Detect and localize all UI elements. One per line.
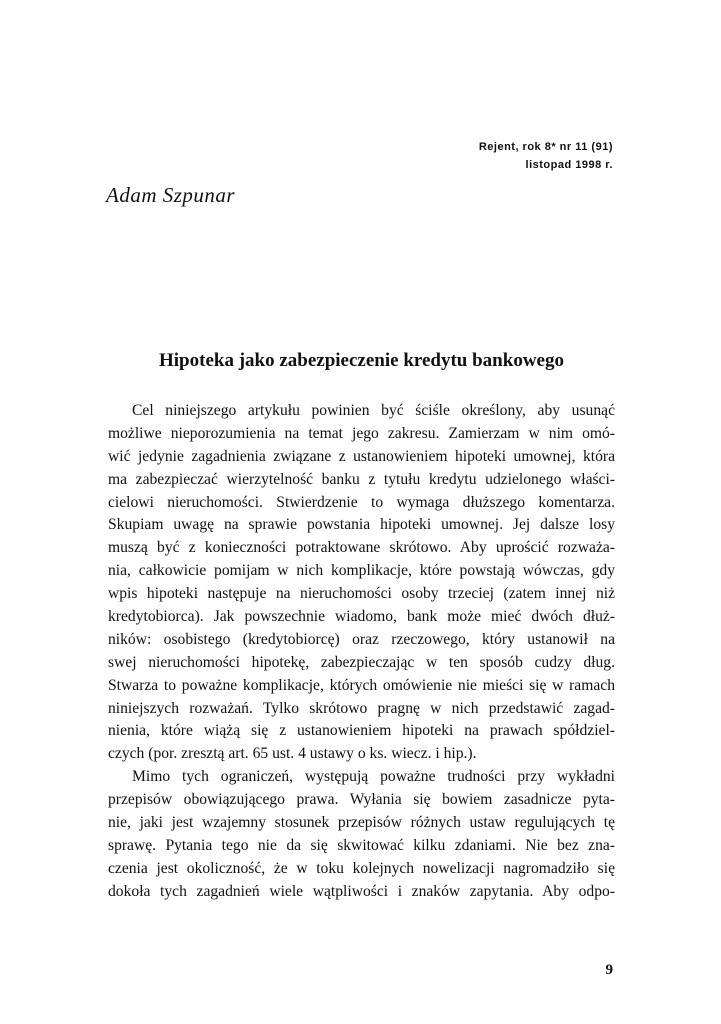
text-line: dokoła tych zagadnień wiele wątpliwości i znaków zapytania. Aby odpo-: [108, 882, 615, 900]
author-name: Adam Szpunar: [106, 183, 236, 207]
text-line: ników: osobistego (kredytobiorcę) oraz rzeczowego, który ustanowił na: [108, 630, 615, 648]
text-line: cielowi nieruchomości. Stwierdzenie to wymaga dłuższego komentarza.: [108, 493, 615, 511]
text-line: Cel niniejszego artykułu powinien być ściśle określony, aby usunąć: [132, 402, 615, 419]
text-line: kredytobiorca). Jak powszechnie wiadomo, bank może mieć dwóch dłuż-: [108, 608, 615, 626]
text-line: Skupiam uwagę na sprawie powstania hipoteki umownej. Jej dalsze losy: [108, 516, 615, 534]
page-number: 9: [605, 962, 613, 978]
article-body: [108, 400, 615, 904]
journal-date: listopad 1998 r.: [525, 159, 613, 171]
text-line: Mimo tych ograniczeń, występują poważne trudności przy wykładni: [132, 768, 615, 786]
journal-issue: Rejent, rok 8* nr 11 (91): [478, 141, 613, 153]
text-line: muszą być z konieczności potraktowane skrótowo. Aby uprościć rozważa-: [108, 539, 615, 557]
text-line: swej nieruchomości hipotekę, zabezpieczając w ten sposób cudzy dług.: [108, 653, 615, 671]
text-line: nienia, które wiążą się z ustanowieniem hipoteki na prawach spółdziel-: [108, 722, 615, 740]
text-line: nie, jaki jest wzajemny stosunek przepisów różnych ustaw regulujących tę: [108, 814, 615, 832]
article-title: Hipoteka jako zabezpieczenie kredytu bankowego: [159, 350, 564, 371]
text-line: niniejszych rozważań. Tylko skrótowo pragnę w nich przedstawić zagad-: [108, 699, 615, 717]
text-line: sprawę. Pytania tego nie da się skwitować kilku zdaniami. Nie bez zna-: [108, 836, 615, 854]
text-line: możliwe nieporozumienia na temat jego zakresu. Zamierzam w nim omó-: [108, 424, 615, 442]
text-line: przepisów obowiązującego prawa. Wyłania się bowiem zasadnicze pyta-: [108, 791, 615, 809]
text-line: wić jedynie zagadnienia związane z ustanowieniem hipoteki umownej, która: [108, 447, 615, 465]
text-line: nia, całkowicie pomijam w nich komplikacje, które powstają wówczas, gdy: [108, 562, 615, 580]
text-line: wpis hipoteki następuje na nieruchomości osoby trzeciej (zatem innej niż: [108, 585, 615, 603]
text-line: ma zabezpieczać wierzytelność banku z tytułu kredytu udzielonego właści-: [108, 470, 615, 488]
text-line: czenia jest okoliczność, że w toku kolejnych nowelizacji nagromadziło się: [108, 859, 615, 877]
text-line: czych (por. zresztą art. 65 ust. 4 ustawy o ks. wiecz. i hip.).: [108, 745, 477, 763]
text-line: Stwarza to poważne komplikacje, których omówienie nie mieści się w ramach: [108, 676, 615, 694]
journal-header: [479, 138, 613, 174]
